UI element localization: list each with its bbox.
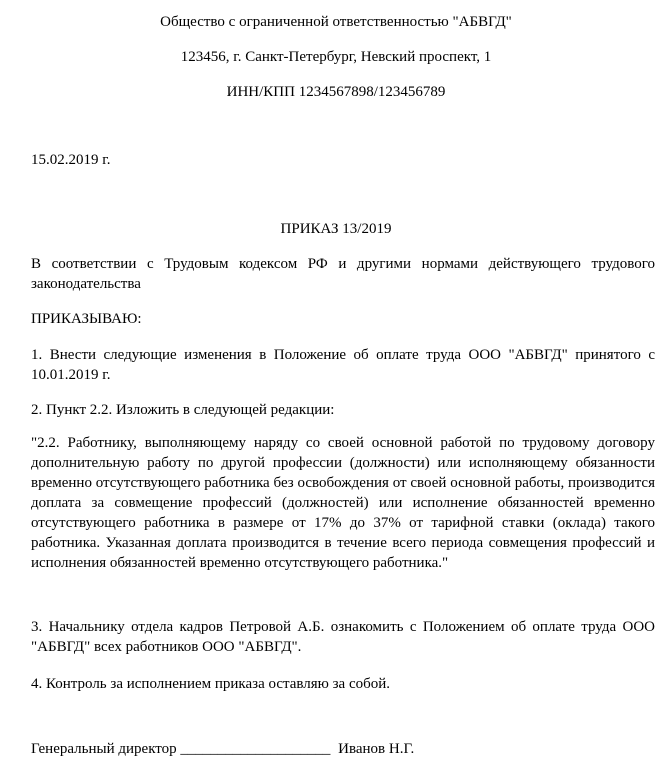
signature-position: Генеральный директор [31, 741, 177, 757]
order-directive: ПРИКАЗЫВАЮ: [31, 311, 142, 327]
signature-line [31, 739, 655, 759]
inn-kpp: ИНН/КПП 1234567898/123456789 [226, 84, 446, 100]
order-item-2: 2. Пункт 2.2. Изложить в следующей редакции: [31, 402, 335, 418]
signature-name: Иванов Н.Г. [338, 741, 415, 757]
order-preamble: В соответствии с Трудовым кодексом РФ и другими нормами действующего трудового законодательства [31, 256, 655, 292]
order-title: ПРИКАЗ 13/2019 [280, 221, 392, 237]
order-item-3: 3. Начальнику отдела кадров Петровой А.Б. ознакомить с Положением об оплате труда ООО "АБВГД" всех работников ООО "АБВГД". [31, 619, 655, 655]
document-date: 15.02.2019 г. [31, 152, 111, 168]
order-item-4: 4. Контроль за исполнением приказа оставляю за собой. [31, 676, 391, 692]
organization-name: Общество с ограниченной ответственностью "АБВГД" [160, 14, 512, 30]
order-quote-paragraph: "2.2. Работнику, выполняющему наряду со своей основной работой по трудовому договору дополнительную работу по другой профессии (должности) или исполняющему обязанности временно отсутствующего работника без освобождения от своей основной работы, производится доплата за совмещение профессий (должностей) или исполнение обязанностей временно отсутствующего работника в размере от 17% до 37% от тарифной ставки (оклада) такого работника. Указанная доплата производится в течение всего периода совмещения профессий и исполнения обязанностей временно отсутствующего работника." [31, 435, 655, 571]
organization-address: 123456, г. Санкт-Петербург, Невский проспект, 1 [180, 49, 492, 65]
signature-blank: ____________________ [180, 741, 331, 757]
order-item-1: 1. Внести следующие изменения в Положение об оплате труда ООО "АБВГД" принятого с 10.01.2019 г. [31, 347, 655, 383]
